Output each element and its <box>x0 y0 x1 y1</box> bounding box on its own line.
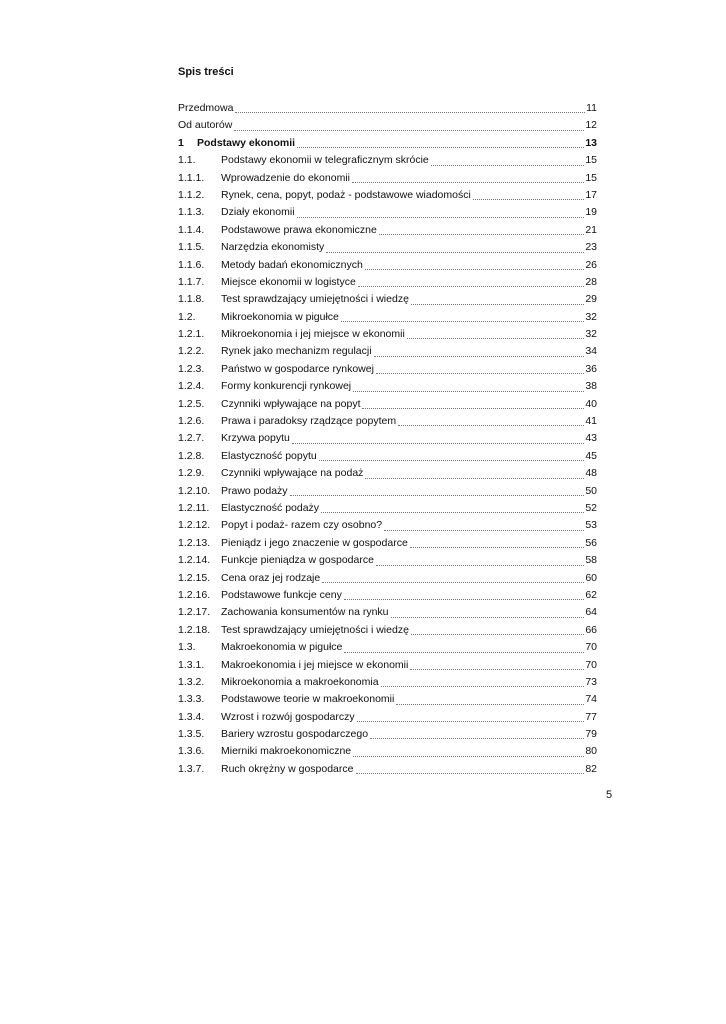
toc-entry-number: 1.2.4. <box>178 380 205 393</box>
toc-entry[interactable] <box>178 726 597 743</box>
toc-leader-dots <box>410 547 585 548</box>
toc-entry-number: 1.3.1. <box>178 658 205 671</box>
toc-entry-label: Podstawowe funkcje ceny <box>221 588 342 601</box>
toc-leader-dots <box>235 112 585 113</box>
toc-entry-number: 1.2.10. <box>178 484 211 497</box>
toc-entry-label: Od autorów <box>178 119 233 132</box>
toc-entry-page: 21 <box>585 223 597 236</box>
toc-entry-page: 19 <box>585 206 597 219</box>
toc-entry[interactable] <box>178 170 597 187</box>
toc-leader-dots <box>379 234 584 235</box>
toc-leader-dots <box>407 338 585 339</box>
toc-leader-dots <box>353 756 584 757</box>
toc-leader-dots <box>370 738 584 739</box>
toc-entry-label: Popyt i podaż- razem czy osobno? <box>221 519 383 532</box>
toc-entry-page: 48 <box>585 467 597 480</box>
toc-entry-label: Rynek, cena, popyt, podaż - podstawowe wiadomości <box>221 188 471 201</box>
toc-entry-label: Działy ekonomii <box>221 206 295 219</box>
toc-entry-page: 58 <box>585 554 597 567</box>
toc-leader-dots <box>473 199 585 200</box>
toc-entry-label: Metody badań ekonomicznych <box>221 258 363 271</box>
toc-entry-label: Prawa i paradoksy rządzące popytem <box>221 415 397 428</box>
toc-entry-page: 80 <box>585 745 597 758</box>
toc-entry-number: 1.2.14. <box>178 554 211 567</box>
toc-leader-dots <box>381 686 585 687</box>
toc-entry-page: 74 <box>585 693 597 706</box>
toc-entry[interactable] <box>178 604 597 621</box>
toc-leader-dots <box>322 582 584 583</box>
toc-entry[interactable] <box>178 657 597 674</box>
toc-entry-page: 62 <box>585 588 597 601</box>
toc-entry[interactable] <box>178 709 597 726</box>
toc-entry-page: 41 <box>585 415 597 428</box>
toc-entry-page: 13 <box>585 136 597 149</box>
toc-entry-page: 12 <box>585 119 597 132</box>
toc-entry-page: 50 <box>585 484 597 497</box>
toc-entry[interactable] <box>178 587 597 604</box>
toc-entry[interactable] <box>178 570 597 587</box>
toc-entry[interactable] <box>178 152 597 169</box>
toc-entry-number: 1.3.3. <box>178 693 205 706</box>
toc-entry[interactable] <box>178 396 597 413</box>
toc-entry-number: 1.3.4. <box>178 710 205 723</box>
toc-entry-label: Rynek jako mechanizm regulacji <box>221 345 372 358</box>
toc-leader-dots <box>234 130 584 131</box>
toc-entry-page: 52 <box>585 501 597 514</box>
toc-entry-label: Mikroekonomia w pigułce <box>221 310 339 323</box>
toc-entry[interactable] <box>178 326 597 343</box>
toc-entry-label: Pieniądz i jego znaczenie w gospodarce <box>221 536 408 549</box>
toc-entry[interactable] <box>178 343 597 360</box>
toc-entry-number: 1.1.4. <box>178 223 205 236</box>
toc-entry-label: Wzrost i rozwój gospodarczy <box>221 710 355 723</box>
toc-leader-dots <box>411 304 584 305</box>
toc-entry-page: 64 <box>585 606 597 619</box>
toc-leader-dots <box>292 443 584 444</box>
toc-entry-page: 66 <box>585 623 597 636</box>
toc-leader-dots <box>356 773 585 774</box>
toc-entry[interactable] <box>178 413 597 430</box>
toc-entry-number: 1.2.2. <box>178 345 205 358</box>
toc-entry-label: Ruch okrężny w gospodarce <box>221 762 354 775</box>
toc-entry-number: 1.1.5. <box>178 241 205 254</box>
toc-entry[interactable] <box>178 535 597 552</box>
toc-entry-number: 1.1.7. <box>178 275 205 288</box>
toc-entry[interactable] <box>178 430 597 447</box>
toc-entry[interactable] <box>178 291 597 308</box>
toc-entry-label: Bariery wzrostu gospodarczego <box>221 728 369 741</box>
toc-entry-page: 32 <box>585 328 597 341</box>
toc-leader-dots <box>376 373 584 374</box>
toc-entry[interactable] <box>178 691 597 708</box>
toc-title: Spis treści <box>178 66 234 78</box>
toc-entry-label: Mikroekonomia i jej miejsce w ekonomii <box>221 328 405 341</box>
toc-leader-dots <box>376 565 584 566</box>
toc-entry-page: 82 <box>585 762 597 775</box>
toc-entry-number: 1.2.11. <box>178 501 210 514</box>
toc-entry-label: Czynniki wpływające na popyt <box>221 397 361 410</box>
toc-entry-number: 1.2.15. <box>178 571 211 584</box>
toc-entry-label: Podstawowe prawa ekonomiczne <box>221 223 377 236</box>
toc-entry[interactable] <box>178 187 597 204</box>
toc-leader-dots <box>411 634 584 635</box>
toc-entry[interactable] <box>178 500 597 517</box>
toc-entry-page: 53 <box>585 519 597 532</box>
toc-leader-dots <box>297 217 585 218</box>
toc-entry-number: 1.2.12. <box>178 519 211 532</box>
toc-entry-page: 70 <box>585 658 597 671</box>
toc-entry-label: Państwo w gospodarce rynkowej <box>221 362 374 375</box>
toc-entry[interactable] <box>178 309 597 326</box>
toc-entry-number: 1.2.5. <box>178 397 205 410</box>
toc-leader-dots <box>341 321 584 322</box>
toc-entry-number: 1.2.16. <box>178 588 211 601</box>
toc-entry[interactable] <box>178 117 597 134</box>
toc-entry[interactable] <box>178 465 597 482</box>
toc-entry-page: 28 <box>585 275 597 288</box>
toc-entry-number: 1.2.9. <box>178 467 205 480</box>
toc-entry-page: 26 <box>585 258 597 271</box>
toc-entry-number: 1.2.1. <box>178 328 205 341</box>
toc-entry-page: 70 <box>585 641 597 654</box>
toc-entry[interactable] <box>178 483 597 500</box>
toc-entry-page: 38 <box>585 380 597 393</box>
toc-entry-page: 43 <box>585 432 597 445</box>
toc-entry-label: Test sprawdzający umiejętności i wiedzę <box>221 623 409 636</box>
toc-entry-number: 1.2.6. <box>178 415 205 428</box>
toc-leader-dots <box>290 495 585 496</box>
toc-entry[interactable] <box>178 100 597 117</box>
toc-leader-dots <box>353 391 584 392</box>
toc-entry-number: 1.2.8. <box>178 449 205 462</box>
toc-entry[interactable] <box>178 743 597 760</box>
toc-entry-label: Cena oraz jej rodzaje <box>221 571 321 584</box>
page-number: 5 <box>606 789 613 801</box>
toc-entry[interactable] <box>178 517 597 534</box>
toc-leader-dots <box>344 599 584 600</box>
toc-entry[interactable] <box>178 378 597 395</box>
toc-entry-label: Elastyczność popytu <box>221 449 317 462</box>
toc-entry[interactable] <box>178 135 597 152</box>
toc-leader-dots <box>358 286 585 287</box>
toc-entry-page: 32 <box>585 310 597 323</box>
toc-entry-number: 1.3.5. <box>178 728 205 741</box>
toc-entry[interactable] <box>178 448 597 465</box>
toc-leader-dots <box>365 478 584 479</box>
toc-leader-dots <box>398 425 584 426</box>
toc-entry-number: 1.2.17. <box>178 606 211 619</box>
toc-entry-page: 29 <box>585 293 597 306</box>
toc-entry-label: Makroekonomia w pigułce <box>221 641 343 654</box>
toc-entry-page: 73 <box>585 675 597 688</box>
toc-entry-label: Podstawy ekonomii <box>197 136 296 149</box>
toc-entry-label: Prawo podaży <box>221 484 288 497</box>
toc-entry-number: 1.1.2. <box>178 188 205 201</box>
toc-entry-page: 45 <box>585 449 597 462</box>
toc-entry-page: 11 <box>586 102 597 114</box>
toc-entry[interactable] <box>178 239 597 256</box>
toc-leader-dots <box>362 408 584 409</box>
toc-entry-label: Funkcje pieniądza w gospodarce <box>221 554 374 567</box>
toc-leader-dots <box>410 669 584 670</box>
toc-entry-page: 17 <box>585 188 597 201</box>
toc-entry-number: 1.3.2. <box>178 675 205 688</box>
toc-entry-number: 1.1.8. <box>178 293 205 306</box>
toc-entry-label: Podstawy ekonomii w telegraficznym skrócie <box>221 154 429 167</box>
toc-entry-label: Mierniki makroekonomiczne <box>221 745 352 758</box>
toc-entry-label: Czynniki wpływające na podaż <box>221 467 364 480</box>
toc-entry-number: 1.1.3. <box>178 206 205 219</box>
toc-entry-number: 1.2. <box>178 310 196 323</box>
toc-entry-page: 36 <box>585 362 597 375</box>
toc-entry[interactable] <box>178 222 597 239</box>
toc-entry-number: 1.2.7. <box>178 432 205 445</box>
toc-entry[interactable] <box>178 761 597 778</box>
toc-entry[interactable] <box>178 257 597 274</box>
toc-entry-page: 15 <box>585 154 597 167</box>
toc-entry-page: 60 <box>585 571 597 584</box>
toc-entry-page: 15 <box>585 171 597 184</box>
toc-entry-label: Elastyczność podaży <box>221 501 320 514</box>
toc-entry-page: 23 <box>585 241 597 254</box>
toc-leader-dots <box>357 721 585 722</box>
toc-leader-dots <box>319 460 585 461</box>
toc-leader-dots <box>352 182 584 183</box>
toc-entry[interactable] <box>178 622 597 639</box>
toc-entry-label: Narzędzia ekonomisty <box>221 241 325 254</box>
toc-entry-label: Mikroekonomia a makroekonomia <box>221 675 379 688</box>
toc-leader-dots <box>374 356 585 357</box>
toc-entry-number: 1.1.1. <box>178 171 205 184</box>
toc-leader-dots <box>391 617 585 618</box>
toc-entry-number: 1.1. <box>178 154 196 167</box>
toc-entry-page: 34 <box>585 345 597 358</box>
toc-leader-dots <box>344 652 584 653</box>
toc-entry-label: Zachowania konsumentów na rynku <box>221 606 389 619</box>
toc-leader-dots <box>297 147 584 148</box>
toc-leader-dots <box>326 252 584 253</box>
toc-entry-number: 1.3.6. <box>178 745 205 758</box>
toc-entry-number: 1.1.6. <box>178 258 205 271</box>
toc-entry-number: 1.3. <box>178 641 196 654</box>
toc-entry[interactable] <box>178 552 597 569</box>
toc-entry[interactable] <box>178 674 597 691</box>
toc-entry-number: 1.3.7. <box>178 762 205 775</box>
toc-entry-label: Miejsce ekonomii w logistyce <box>221 275 356 288</box>
toc-entry-number: 1 <box>178 136 184 149</box>
toc-list <box>178 100 597 778</box>
toc-entry[interactable] <box>178 361 597 378</box>
toc-leader-dots <box>384 530 584 531</box>
toc-entry-page: 56 <box>585 536 597 549</box>
toc-entry[interactable] <box>178 274 597 291</box>
toc-entry[interactable] <box>178 204 597 221</box>
toc-entry-number: 1.2.18. <box>178 623 211 636</box>
toc-leader-dots <box>431 165 585 166</box>
toc-entry-page: 77 <box>585 710 597 723</box>
toc-entry-label: Przedmowa <box>178 102 234 114</box>
toc-entry-label: Podstawowe teorie w makroekonomii <box>221 693 395 706</box>
toc-entry-number: 1.2.13. <box>178 536 211 549</box>
toc-leader-dots <box>321 512 584 513</box>
toc-leader-dots <box>396 704 584 705</box>
toc-leader-dots <box>365 269 584 270</box>
toc-entry-page: 40 <box>585 397 597 410</box>
toc-entry-label: Test sprawdzający umiejętności i wiedzę <box>221 293 409 306</box>
toc-entry-label: Wprowadzenie do ekonomii <box>221 171 350 184</box>
toc-entry-page: 79 <box>585 728 597 741</box>
toc-entry-label: Formy konkurencji rynkowej <box>221 380 352 393</box>
toc-entry[interactable] <box>178 639 597 656</box>
toc-entry-label: Makroekonomia i jej miejsce w ekonomii <box>221 658 409 671</box>
toc-entry-number: 1.2.3. <box>178 362 205 375</box>
toc-entry-label: Krzywa popytu <box>221 432 290 445</box>
